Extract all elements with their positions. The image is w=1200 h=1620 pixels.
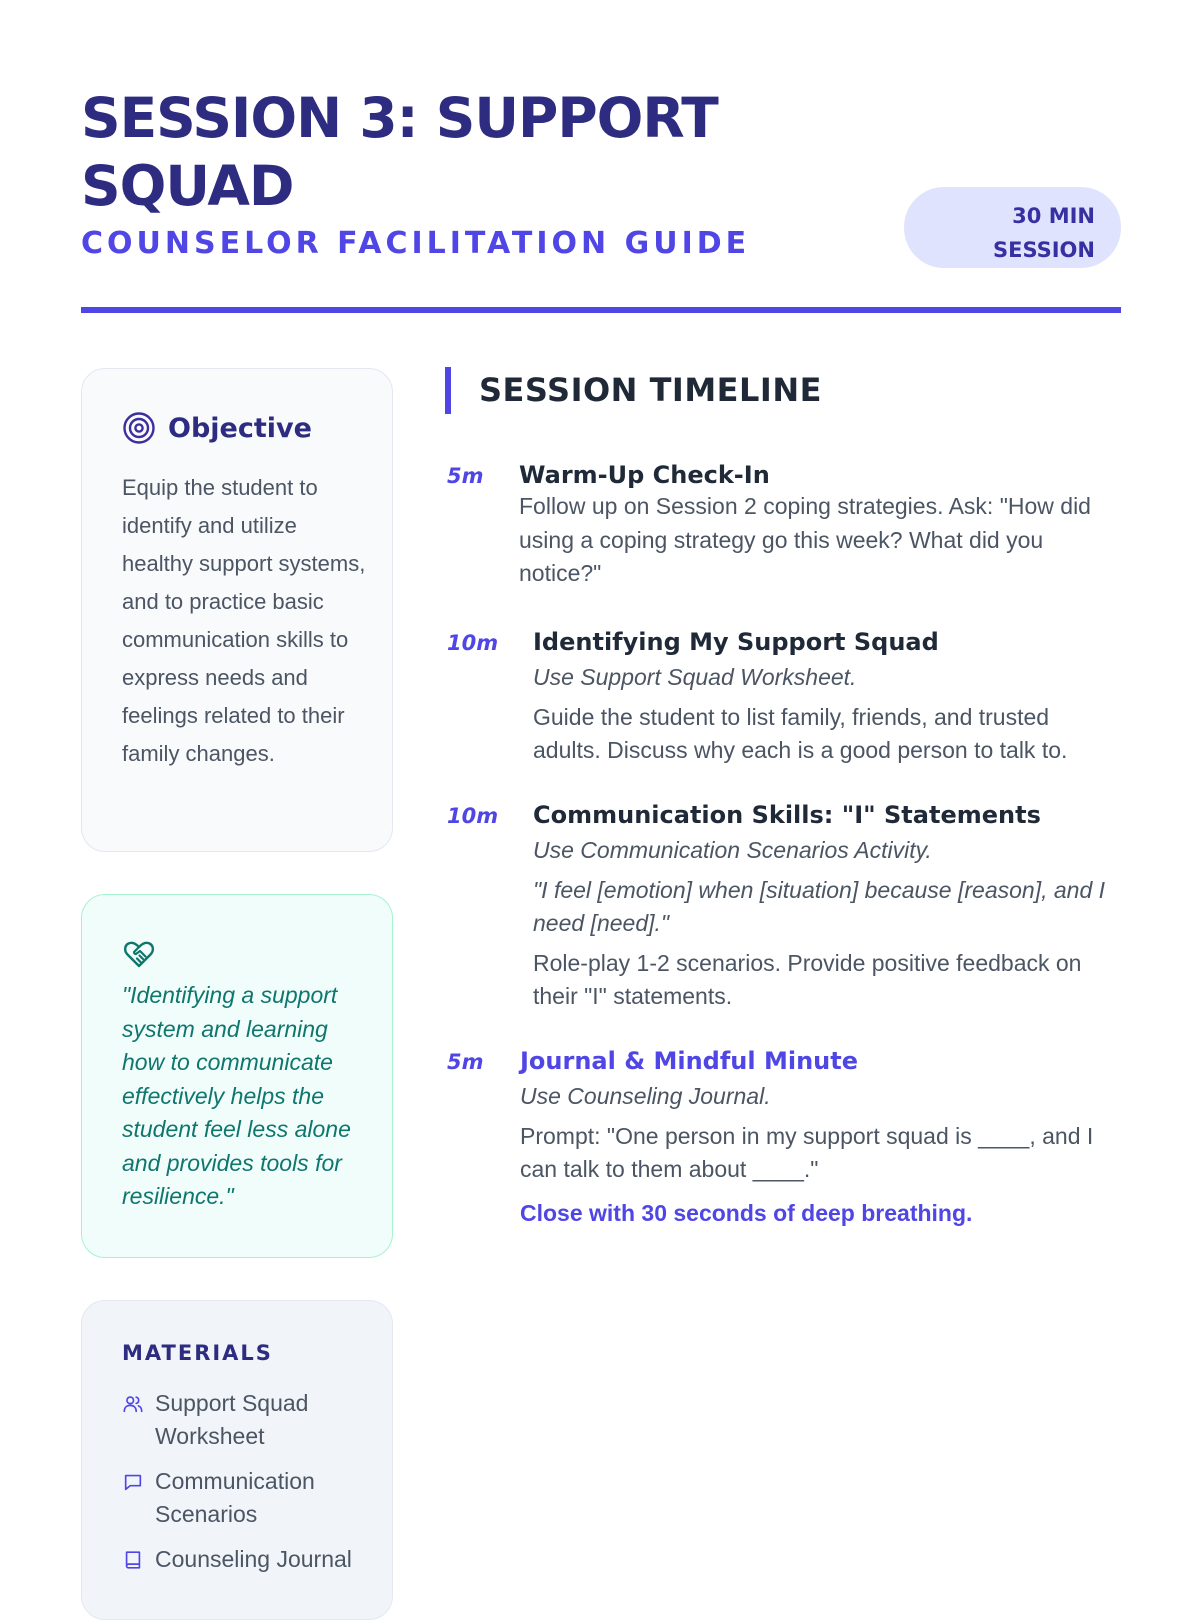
step-note: Use Counseling Journal. [520,1083,771,1109]
timeline-step [447,460,1117,600]
page-title: SESSION 3: SUPPORT SQUAD [81,86,718,218]
step-duration: 10m [447,804,499,828]
material-label: Counseling Journal [155,1546,352,1572]
step-body [533,627,1117,768]
badge-line-2: SESSION [992,238,1095,262]
step-duration: 5m [447,1050,484,1074]
users-icon [122,1393,144,1415]
timeline-title: SESSION TIMELINE [479,371,822,409]
page-subtitle: COUNSELOR FACILITATION GUIDE [81,226,751,261]
step-body [519,460,1117,591]
step-duration: 5m [447,464,484,488]
timeline-step [447,1046,1117,1246]
step-title: Warm-Up Check-In [519,461,770,489]
objective-text: Equip the student to identify and utilize healthy support systems, and to practice basic communication skills to express needs and feelings related to their family changes. [122,475,366,766]
book-icon [122,1549,144,1571]
timeline-step [447,800,1117,1020]
step-description: Role-play 1-2 scenarios. Provide positive feedback on their "I" statements. [533,949,1082,1009]
list-item [122,1543,372,1576]
step-title: Communication Skills: "I" Statements [533,801,1041,829]
step-title: Identifying My Support Squad [533,628,939,656]
step-body [533,800,1117,1014]
material-label: Support Squad Worksheet [155,1390,309,1449]
step-duration: 10m [447,631,499,655]
target-icon [122,411,156,445]
closing-instruction: Close with 30 seconds of deep breathing. [520,1199,973,1226]
materials-title: MATERIALS [122,1341,273,1365]
timeline-heading [445,367,822,414]
message-square-icon [122,1471,144,1493]
list-item [122,1465,372,1531]
step-body [520,1046,1117,1230]
list-item [122,1387,372,1453]
statement-template: "I feel [emotion] when [situation] because [reason], and I need [need]." [533,876,1106,936]
badge-line-1: 30 MIN [1012,204,1095,228]
heart-handshake-icon [122,937,156,971]
materials-card [81,1300,393,1620]
quote-card [81,894,393,1258]
step-title: Journal & Mindful Minute [520,1047,859,1075]
objective-header [122,411,312,445]
header-divider [81,307,1121,313]
step-description: Follow up on Session 2 coping strategies. Ask: "How did using a coping strategy go this week? What did you notice?" [519,493,1091,586]
step-description: Guide the student to list family, friends, and trusted adults. Discuss why each is a good person to talk to. [533,703,1068,763]
step-description: Prompt: "One person in my support squad is ____, and I can talk to them about ____." [520,1122,1094,1182]
step-note: Use Support Squad Worksheet. [533,664,857,690]
materials-list [122,1387,372,1588]
material-label: Communication Scenarios [155,1468,315,1527]
objective-card [81,368,393,852]
quote-text: "Identifying a support system and learning how to communicate effectively helps the student feel less alone and provides tools for resilience." [122,982,351,1209]
objective-title: Objective [168,412,312,444]
duration-badge [904,187,1121,268]
timeline-step [447,627,1117,767]
step-note: Use Communication Scenarios Activity. [533,837,932,863]
